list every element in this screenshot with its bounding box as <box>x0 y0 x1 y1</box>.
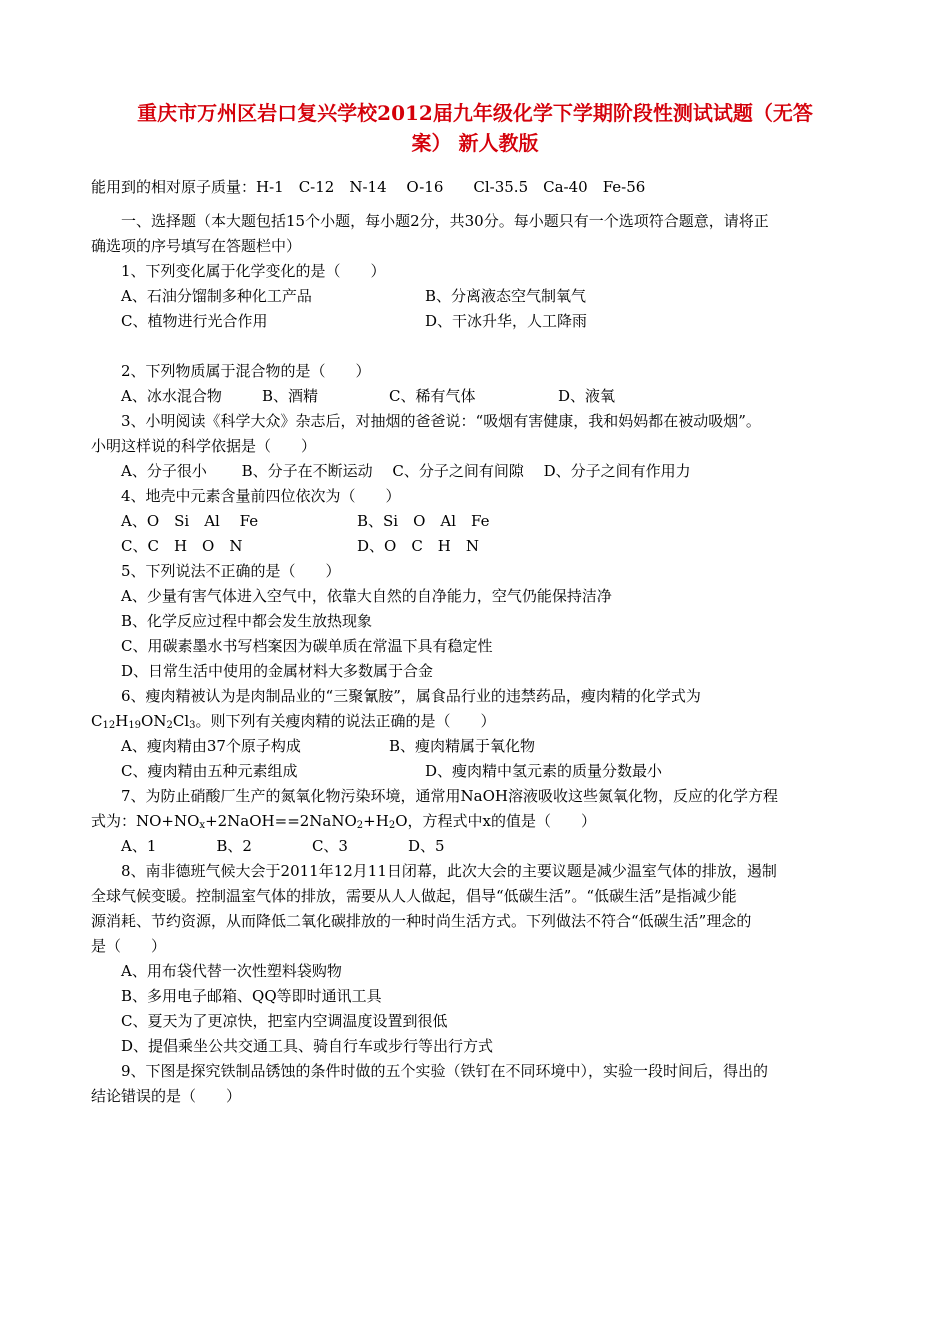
q4-option-a: A、O Si Al Fe <box>121 512 259 530</box>
q6-option-b: B、瘦肉精属于氧化物 <box>389 737 536 755</box>
q7-eq-prefix: 式为：NO+NO <box>91 812 200 830</box>
q7-stem-line-1: 7、为防止硝酸厂生产的氮氧化物污染环境，通常用NaOH溶液吸收这些氮氧化物，反应的化学方程 <box>121 787 778 805</box>
q7-eq-mid: +2NaOH==2NaNO <box>205 812 357 830</box>
q4-option-b: B、Si O Al Fe <box>357 512 490 530</box>
q7-options: A、1 B、2 C、3 D、5 <box>121 837 445 855</box>
q1-option-c: C、植物进行光合作用 <box>121 312 268 330</box>
q6-formula-sub-n: 2 <box>166 720 173 731</box>
q6-stem-line-2 <box>91 710 496 732</box>
q3-stem-line-1: 3、小明阅读《科学大众》杂志后，对抽烟的爸爸说：“吸烟有害健康，我和妈妈都在被动吸烟”。 <box>121 412 761 430</box>
q2-option-c: C、稀有气体 <box>389 387 476 405</box>
q2-option-d: D、液氧 <box>558 387 616 405</box>
section-header-line-2: 确选项的序号填写在答题栏中） <box>91 237 302 255</box>
q3-options: A、分子很小 B、分子在不断运动 C、分子之间有间隙 D、分子之间有作用力 <box>121 462 691 480</box>
q7-eq-sub-2b: 2 <box>388 820 396 831</box>
q5-option-d: D、日常生活中使用的金属材料大多数属于合金 <box>121 662 434 680</box>
q7-eq-sub-2a: 2 <box>356 820 364 831</box>
q6-formula-sub-cl: 3 <box>189 720 196 731</box>
q6-stem-line-1: 6、瘦肉精被认为是肉制品业的“三聚氰胺”，属食品行业的违禁药品，瘦肉精的化学式为 <box>121 687 701 705</box>
q6-option-c: C、瘦肉精由五种元素组成 <box>121 762 298 780</box>
section-header-line-1: 一、选择题（本大题包括15个小题，每小题2分，共30分。每小题只有一个选项符合题意，请将正 <box>121 212 769 230</box>
q2-option-a: A、冰水混合物 <box>121 387 222 405</box>
q4-option-c: C、C H O N <box>121 537 243 555</box>
q8-stem-line-1: 8、南非德班气候大会于2011年12月11日闭幕，此次大会的主要议题是减少温室气体的排放，遏制 <box>121 862 777 880</box>
q1-stem: 1、下列变化属于化学变化的是（ ） <box>121 262 386 280</box>
q7-eq-rest: O，方程式中x的值是（ ） <box>395 812 596 830</box>
q6-formula-on: ON <box>141 712 167 730</box>
q5-option-b: B、化学反应过程中都会发生放热现象 <box>121 612 373 630</box>
q3-stem-line-2: 小明这样说的科学依据是（ ） <box>91 437 317 455</box>
q8-stem-line-2: 全球气候变暖。控制温室气体的排放，需要从人人做起，倡导“低碳生活”。“低碳生活”是指减少能 <box>91 887 737 905</box>
title-line-2: 案） 新人教版 <box>411 131 539 155</box>
q1-option-d: D、干冰升华，人工降雨 <box>425 312 588 330</box>
atomic-masses: 能用到的相对原子质量：H-1 C-12 N-14 O-16 Cl-35.5 Ca-40 Fe-56 <box>91 178 646 196</box>
q7-eq-h: +H <box>363 812 389 830</box>
q9-stem-line-2: 结论错误的是（ ） <box>91 1087 242 1105</box>
q2-stem: 2、下列物质属于混合物的是（ ） <box>121 362 371 380</box>
q8-option-c: C、夏天为了更凉快，把室内空调温度设置到很低 <box>121 1012 448 1030</box>
q6-option-d: D、瘦肉精中氢元素的质量分数最小 <box>425 762 663 780</box>
q8-option-d: D、提倡乘坐公共交通工具、骑自行车或步行等出行方式 <box>121 1037 494 1055</box>
q6-stem-rest: 。则下列有关瘦肉精的说法正确的是（ ） <box>195 712 496 730</box>
q8-option-b: B、多用电子邮箱、QQ等即时通讯工具 <box>121 987 382 1005</box>
q8-stem-line-4: 是（ ） <box>91 937 167 955</box>
q7-equation-line <box>91 810 596 832</box>
q6-formula-c: C <box>91 712 103 730</box>
q2-option-b: B、酒精 <box>262 387 319 405</box>
q5-stem: 5、下列说法不正确的是（ ） <box>121 562 341 580</box>
q8-stem-line-3: 源消耗、节约资源，从而降低二氧化碳排放的一种时尚生活方式。下列做法不符合“低碳生活”理念的 <box>91 912 752 930</box>
q6-formula-sub-h: 19 <box>128 720 142 731</box>
q4-option-d: D、O C H N <box>357 537 480 555</box>
q5-option-a: A、少量有害气体进入空气中，依靠大自然的自净能力，空气仍能保持洁净 <box>121 587 612 605</box>
q6-formula-h: H <box>115 712 129 730</box>
q6-formula-cl: Cl <box>172 712 190 730</box>
q5-option-c: C、用碳素墨水书写档案因为碳单质在常温下具有稳定性 <box>121 637 493 655</box>
document-title <box>96 98 854 158</box>
q9-stem-line-1: 9、下图是探究铁制品锈蚀的条件时做的五个实验（铁钉在不同环境中），实验一段时间后，得出的 <box>121 1062 769 1080</box>
q1-option-b: B、分离液态空气制氧气 <box>425 287 587 305</box>
q7-eq-sub-x: x <box>199 820 206 831</box>
q6-formula-sub-c: 12 <box>102 720 116 731</box>
q4-stem: 4、地壳中元素含量前四位依次为（ ） <box>121 487 401 505</box>
q6-option-a: A、瘦肉精由37个原子构成 <box>121 737 301 755</box>
q8-option-a: A、用布袋代替一次性塑料袋购物 <box>121 962 342 980</box>
title-line-1: 重庆市万州区岩口复兴学校2012届九年级化学下学期阶段性测试试题（无答 <box>137 101 813 125</box>
q1-option-a: A、石油分馏制多种化工产品 <box>121 287 312 305</box>
